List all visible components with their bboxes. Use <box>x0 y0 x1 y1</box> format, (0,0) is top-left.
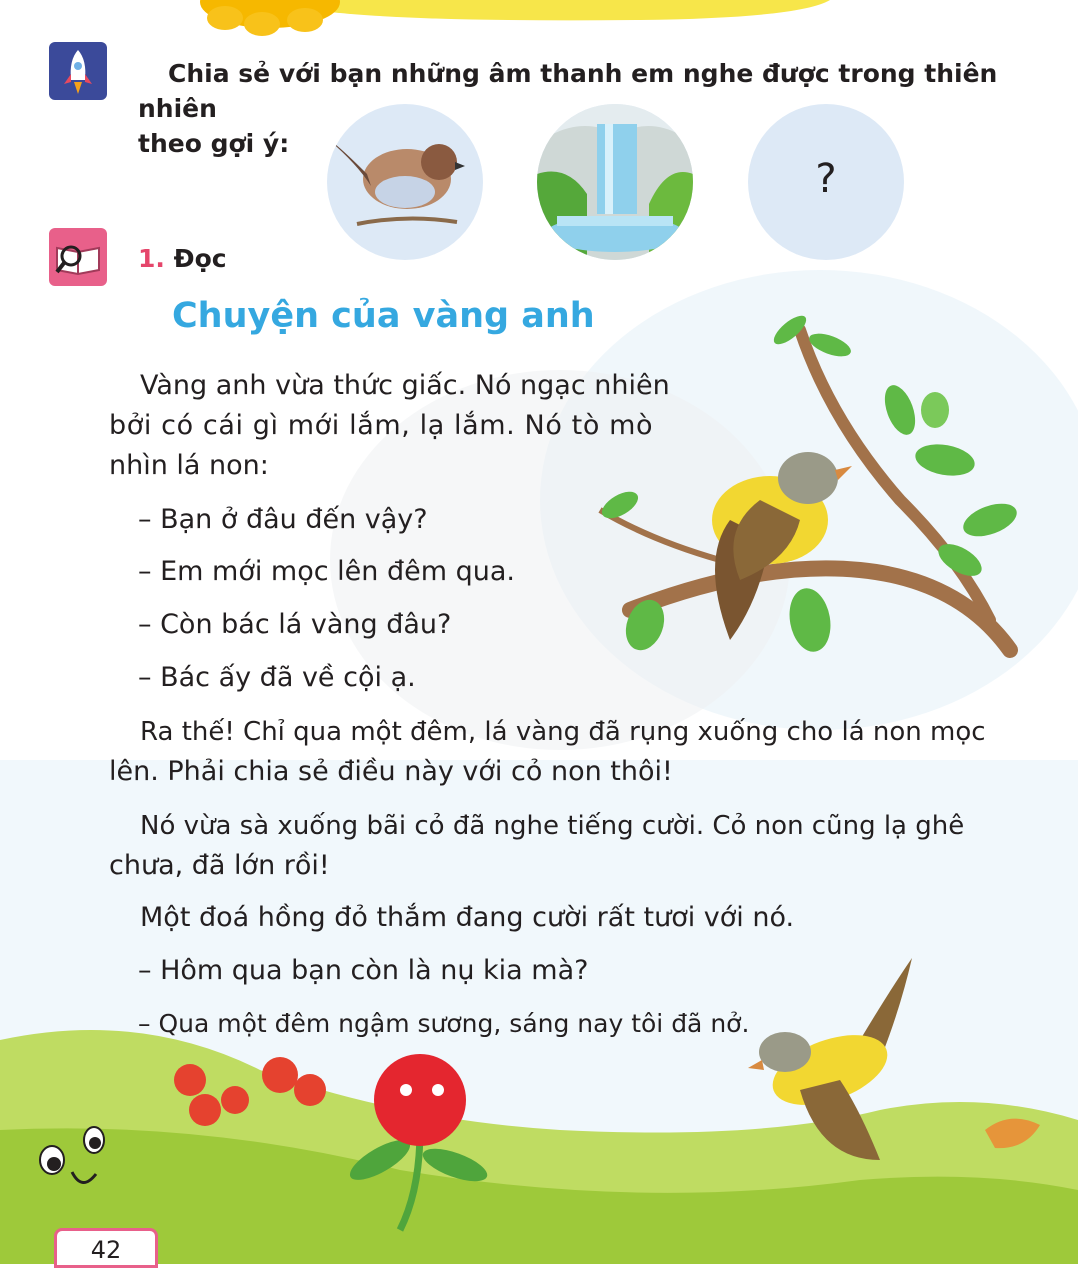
book-magnifier-icon <box>49 228 107 286</box>
sunflower-icon <box>200 0 340 36</box>
story-line: – Bác ấy đã về cội ạ. <box>138 662 416 693</box>
story-line: Một đoá hồng đỏ thắm đang cười rất tươi với nó. <box>140 902 795 933</box>
sparrow-icon <box>327 104 483 260</box>
reading-badge <box>49 228 107 286</box>
story-line: Nó vừa sà xuống bãi cỏ đã nghe tiếng cười. Cỏ non cũng lạ ghê <box>140 811 965 841</box>
instruction-line-2: theo gợi ý: <box>138 129 290 158</box>
rocket-badge <box>49 42 107 100</box>
section-title: Đọc <box>173 244 227 273</box>
story-line: – Hôm qua bạn còn là nụ kia mà? <box>138 955 589 986</box>
story-line: chưa, đã lớn rồi! <box>109 850 330 881</box>
story-line: Ra thế! Chỉ qua một đêm, lá vàng đã rụng xuống cho lá non mọc <box>140 717 986 747</box>
story-line: – Qua một đêm ngậm sương, sáng nay tôi đã nở. <box>138 1009 750 1038</box>
waterfall-circle <box>537 104 693 260</box>
section-heading <box>138 244 227 273</box>
story-line: nhìn lá non: <box>109 450 269 481</box>
story-line: – Em mới mọc lên đêm qua. <box>138 556 515 587</box>
story-title: Chuyện của vàng anh <box>172 296 595 336</box>
sparrow-circle <box>327 104 483 260</box>
top-banner <box>300 0 830 20</box>
unknown-sound-circle <box>748 104 904 260</box>
question-mark: ? <box>815 156 837 202</box>
rocket-icon <box>49 42 107 100</box>
section-number: 1. <box>138 244 165 273</box>
waterfall-icon <box>537 104 693 260</box>
story-line: bởi có cái gì mới lắm, lạ lắm. Nó tò mò <box>109 410 654 441</box>
story-line: – Bạn ở đâu đến vậy? <box>138 504 428 535</box>
story-line: Vàng anh vừa thức giấc. Nó ngạc nhiên <box>140 370 670 401</box>
page-number: 42 <box>54 1228 158 1268</box>
story-line: lên. Phải chia sẻ điều này với cỏ non thôi! <box>109 756 673 787</box>
story-line: – Còn bác lá vàng đâu? <box>138 609 452 640</box>
instruction-line-1: Chia sẻ với bạn những âm thanh em nghe được trong thiên nhiên <box>138 59 998 123</box>
